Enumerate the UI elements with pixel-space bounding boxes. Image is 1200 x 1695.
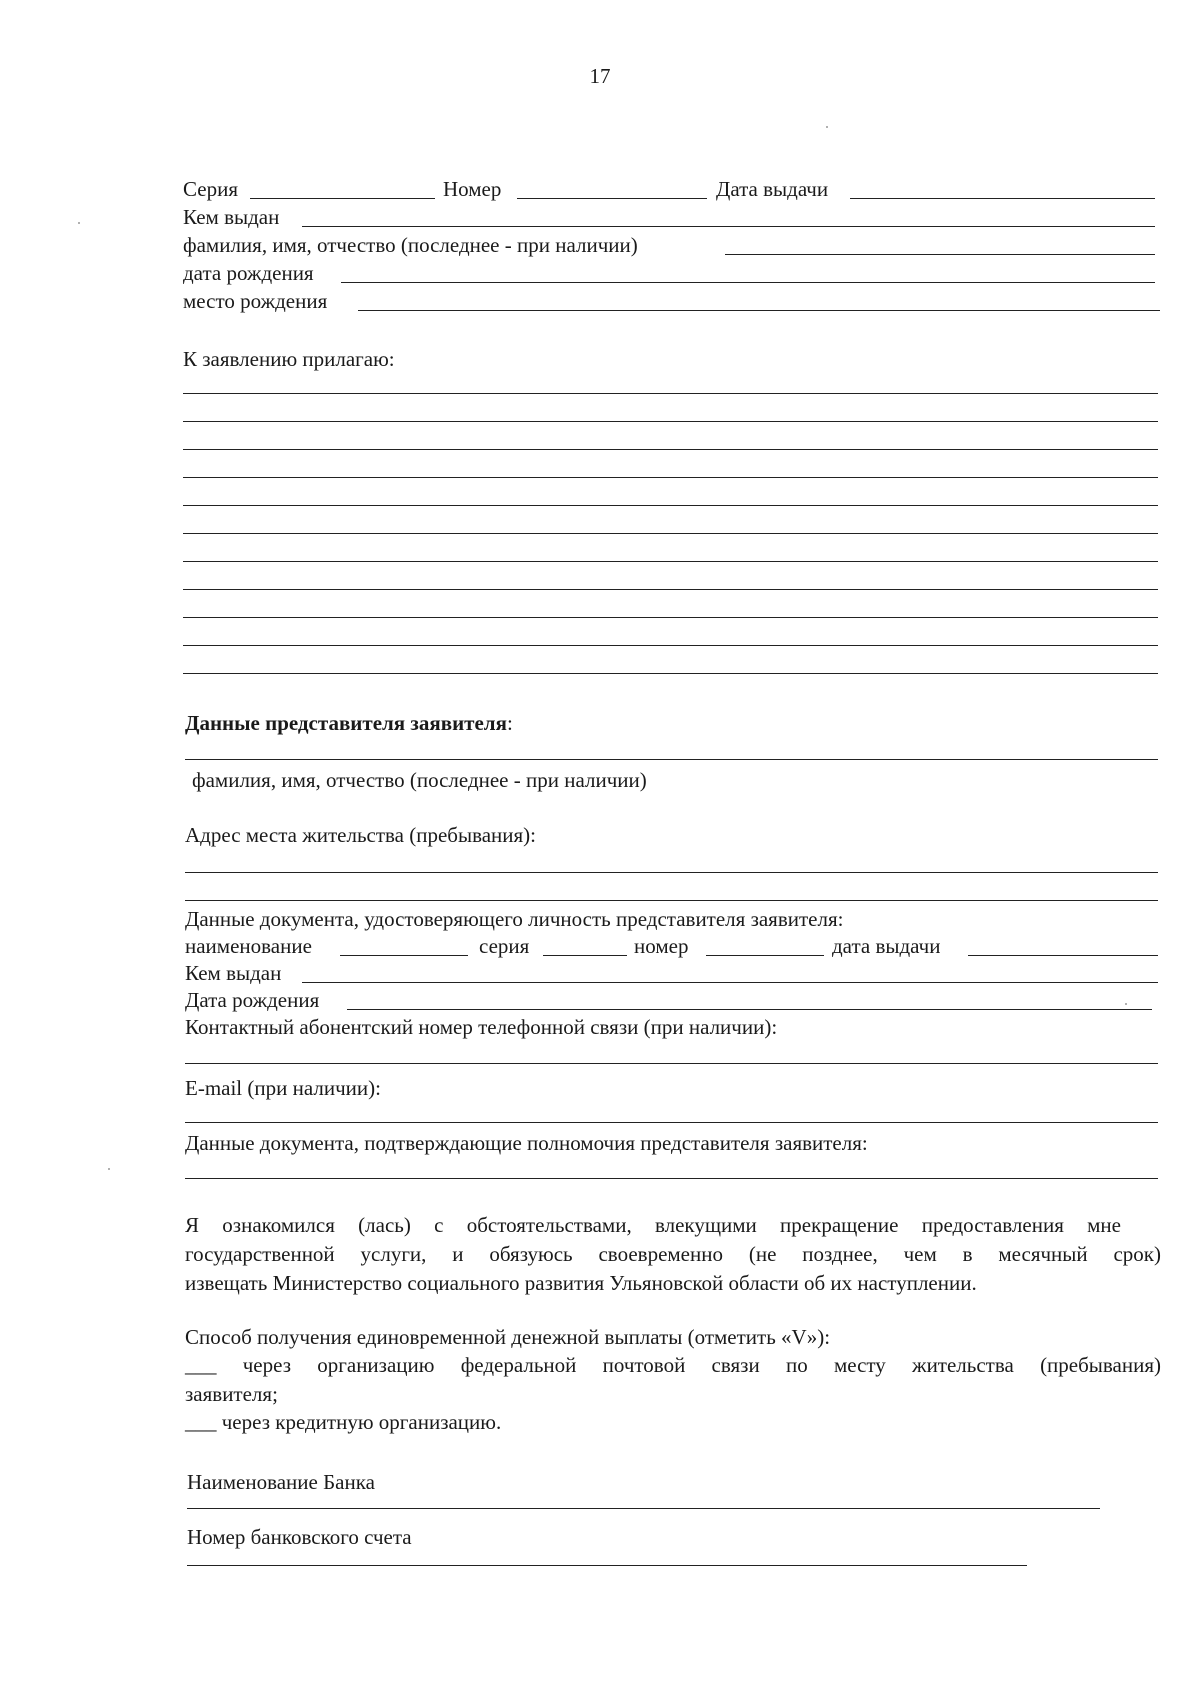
representative-full-name-field[interactable] bbox=[185, 759, 1158, 760]
representative-birth-date-field[interactable] bbox=[347, 1009, 1152, 1010]
representative-address-field[interactable] bbox=[185, 872, 1158, 873]
representative-authority-label: Данные документа, подтверждающие полномочия представителя заявителя: bbox=[185, 1131, 868, 1155]
attachment-line[interactable] bbox=[183, 561, 1158, 562]
page-number: 17 bbox=[589, 64, 611, 88]
representative-address-field-2[interactable] bbox=[185, 900, 1158, 901]
acknowledgement-line-1: Я ознакомился (лась) с обстоятельствами, влекущими прекращение предоставления мне bbox=[185, 1213, 1121, 1237]
attachment-line[interactable] bbox=[183, 449, 1158, 450]
series-label: Серия bbox=[183, 177, 238, 201]
attachment-line[interactable] bbox=[183, 617, 1158, 618]
representative-doc-name-label: наименование bbox=[185, 934, 312, 958]
payment-option-bank bbox=[185, 1409, 501, 1435]
bank-name-field[interactable] bbox=[187, 1508, 1100, 1509]
payment-option-post-text: через организацию федеральной почтовой связи по месту жительства (пребывания) bbox=[242, 1353, 1161, 1377]
payment-option-post bbox=[185, 1351, 1161, 1409]
scan-speck bbox=[78, 222, 80, 224]
representative-authority-field[interactable] bbox=[185, 1178, 1158, 1179]
representative-series-label: серия bbox=[479, 934, 530, 958]
scan-speck bbox=[1125, 1003, 1127, 1005]
birth-place-field[interactable] bbox=[358, 310, 1160, 311]
series-field[interactable] bbox=[250, 198, 435, 199]
attachment-line[interactable] bbox=[183, 589, 1158, 590]
representative-issued-by-field[interactable] bbox=[302, 982, 1158, 983]
number-field[interactable] bbox=[517, 198, 707, 199]
birth-date-label: дата рождения bbox=[183, 261, 314, 285]
representative-number-label: номер bbox=[634, 934, 689, 958]
representative-phone-label: Контактный абонентский номер телефонной связи (при наличии): bbox=[185, 1015, 778, 1039]
payment-option-bank-checkbox[interactable]: ___ bbox=[185, 1410, 217, 1434]
issued-by-label: Кем выдан bbox=[183, 205, 280, 229]
account-number-field[interactable] bbox=[187, 1565, 1027, 1566]
attachment-line[interactable] bbox=[183, 673, 1158, 674]
representative-heading-colon: : bbox=[506, 711, 513, 735]
attachments-heading: К заявлению прилагаю: bbox=[183, 347, 395, 371]
representative-email-field[interactable] bbox=[185, 1122, 1158, 1123]
full-name-label: фамилия, имя, отчество (последнее - при наличии) bbox=[183, 233, 638, 257]
representative-issue-date-label: дата выдачи bbox=[832, 934, 941, 958]
scan-speck bbox=[108, 1168, 110, 1170]
issue-date-label: Дата выдачи bbox=[716, 177, 829, 201]
representative-series-field[interactable] bbox=[543, 955, 627, 956]
representative-number-field[interactable] bbox=[706, 955, 824, 956]
issued-by-field[interactable] bbox=[302, 226, 1155, 227]
representative-issue-date-field[interactable] bbox=[968, 955, 1158, 956]
issue-date-field[interactable] bbox=[850, 198, 1155, 199]
attachment-line[interactable] bbox=[183, 477, 1158, 478]
representative-email-label: E-mail (при наличии): bbox=[185, 1076, 381, 1100]
birth-place-label: место рождения bbox=[183, 289, 328, 313]
acknowledgement-line-3: извещать Министерство социального развития Ульяновской области об их наступлении. bbox=[185, 1271, 977, 1295]
representative-issued-by-label: Кем выдан bbox=[185, 961, 282, 985]
acknowledgement-paragraph bbox=[185, 1211, 1161, 1298]
representative-address-label: Адрес места жительства (пребывания): bbox=[185, 823, 537, 847]
payment-option-post-checkbox[interactable]: ___ bbox=[185, 1353, 217, 1377]
representative-phone-field[interactable] bbox=[185, 1063, 1158, 1064]
account-number-label: Номер банковского счета bbox=[187, 1525, 412, 1549]
payment-option-bank-text: через кредитную организацию. bbox=[221, 1410, 502, 1434]
attachment-line[interactable] bbox=[183, 533, 1158, 534]
representative-heading bbox=[185, 710, 513, 736]
attachment-line[interactable] bbox=[183, 645, 1158, 646]
payment-method-heading: Способ получения единовременной денежной выплаты (отметить «V»): bbox=[185, 1325, 831, 1349]
number-label: Номер bbox=[443, 177, 502, 201]
representative-birth-date-label: Дата рождения bbox=[185, 988, 320, 1012]
birth-date-field[interactable] bbox=[341, 282, 1155, 283]
representative-id-heading: Данные документа, удостоверяющего личность представителя заявителя: bbox=[185, 907, 844, 931]
representative-heading-text: Данные представителя заявителя bbox=[185, 711, 507, 735]
attachment-line[interactable] bbox=[183, 505, 1158, 506]
payment-option-post-text-2: заявителя; bbox=[185, 1382, 278, 1406]
payment-option-post-row bbox=[185, 1351, 1161, 1380]
full-name-field[interactable] bbox=[725, 254, 1155, 255]
attachment-line[interactable] bbox=[183, 421, 1158, 422]
bank-name-label: Наименование Банка bbox=[187, 1470, 375, 1494]
representative-full-name-caption: фамилия, имя, отчество (последнее - при наличии) bbox=[192, 768, 647, 792]
scan-speck bbox=[826, 126, 828, 128]
acknowledgement-line-2: государственной услуги, и обязуюсь своевременно (не позднее, чем в месячный срок) bbox=[185, 1242, 1161, 1266]
representative-doc-name-field[interactable] bbox=[340, 955, 468, 956]
attachment-line[interactable] bbox=[183, 393, 1158, 394]
